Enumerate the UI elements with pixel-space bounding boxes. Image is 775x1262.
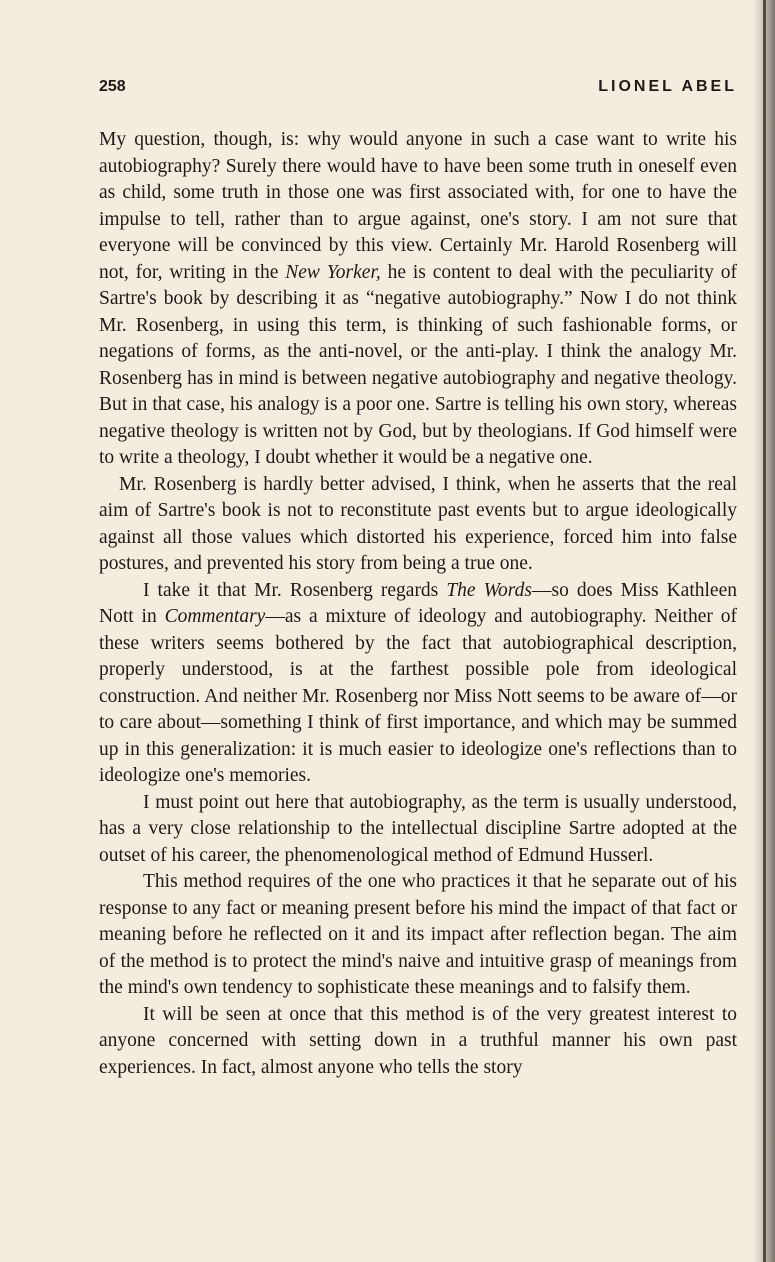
italic-title: Commentary	[164, 606, 266, 627]
text-segment: It will be seen at once that this method is of the very greatest interest to anyone concerned with setting down in a truthful manner his own past experiences. In fact, almost anyone who tells the story	[99, 1003, 737, 1078]
page-number: 258	[99, 78, 126, 95]
italic-title: The Words	[446, 579, 532, 601]
text-segment: Mr. Rosenberg is hardly better advised, I think, when he asserts that the real aim of Sartre's book is not to reconstitute past events but to argue ideologically against all those values which distorted his experience, forced him into false postures, and prevented his story from being a true one.	[99, 473, 737, 574]
page-header	[99, 78, 737, 102]
italic-title: New Yorker,	[285, 261, 381, 283]
paragraph	[99, 472, 737, 578]
paragraph	[99, 1002, 737, 1082]
paragraph	[99, 790, 737, 870]
text-segment: I take it that Mr. Rosenberg regards	[143, 579, 447, 601]
text-segment: My question, though, is: why would anyone in such a case want to write his autobiography? Surely there would have to have been some truth in oneself even as child, some truth in those one was first associated with, for one to have the impulse to tell, rather than to argue against, one's story. I am not sure that everyone will be convinced by this view. Certainly Mr. Harold Rosenberg will not, for, writing in the	[99, 129, 737, 283]
page-edge-line	[763, 0, 766, 1262]
text-segment: he is content to deal with the peculiarity of Sartre's book by describing it as “negative autobiography.” Now I do not think Mr. Rosenberg, in using this term, is thinking of such fashionable forms, or negations of forms, as the anti-novel, or the anti-play. I think the analogy Mr. Rosenberg has in mind is between negative autobiography and negative theology. But in that case, his analogy is a poor one. Sartre is telling his own story, whereas negative theology is written not by God, but by theologians. If God himself were to write a theology, I doubt whether it would be a negative one.	[99, 261, 737, 468]
paragraph	[99, 869, 737, 1002]
body-text	[99, 127, 737, 1081]
text-segment: —so does Miss Kathleen Nott in	[99, 579, 737, 627]
running-head: LIONEL ABEL	[598, 78, 737, 95]
paragraph	[99, 127, 737, 472]
text-segment: —as a mixture of ideology and autobiography. Neither of these writers seems bothered by the fact that autobiographical description, properly understood, is at the farthest possible pole from ideological construction. And neither Mr. Rosenberg nor Miss Nott seems to be aware of—or to care about—something I think of first importance, and which may be summed up in this generalization: it is much easier to ideologize one's reflections than to ideologize one's memories.	[99, 606, 737, 786]
text-segment: I must point out here that autobiography, as the term is usually understood, has a very close relationship to the intellectual discipline Sartre adopted at the outset of his career, the phenomenological method of Edmund Husserl.	[99, 791, 737, 866]
paragraph	[99, 578, 737, 790]
text-segment: This method requires of the one who practices it that he separate out of his response to any fact or meaning present before his mind the impact of that fact or meaning before he reflected on it and its impact after reflection began. The aim of the method is to protect the mind's naive and intuitive grasp of meanings from the mind's own tendency to sophisticate these meanings and to falsify them.	[99, 871, 737, 998]
